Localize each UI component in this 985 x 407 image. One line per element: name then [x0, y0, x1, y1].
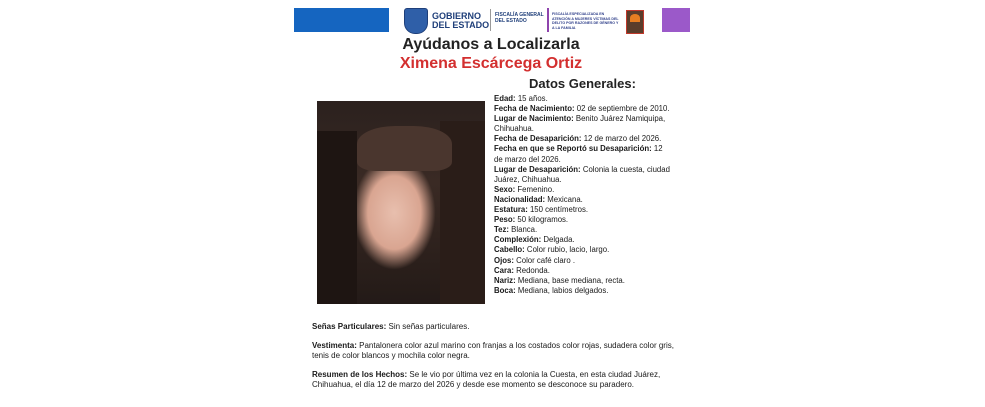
datos-generales-title: Datos Generales:: [529, 76, 636, 91]
poster-title: Ayúdanos a Localizarla: [402, 36, 580, 53]
dato-fecha-nacimiento: Fecha de Nacimiento: 02 de septiembre de 2010.: [494, 104, 670, 114]
dato-ojos: Ojos: Color café claro .: [494, 255, 576, 265]
datos-generales-list: [494, 94, 670, 296]
dato-fecha-reporte: Fecha en que se Reportó su Desaparición: 12 de marzo del 2026.: [494, 144, 663, 164]
gobierno-logo: [404, 8, 489, 34]
header-band-right: [662, 8, 690, 32]
dato-sexo: Sexo: Femenino.: [494, 184, 555, 194]
dato-cabello: Cabello: Color rubio, lacio, largo.: [494, 245, 610, 255]
dato-tez: Tez: Blanca.: [494, 225, 538, 235]
header-band-left: [294, 8, 389, 32]
dato-fecha-desaparicion: Fecha de Desaparición: 12 de marzo del 2026.: [494, 134, 662, 144]
senas-particulares: Señas Particulares: Sin señas particulares.: [312, 322, 470, 331]
dato-boca: Boca: Mediana, labios delgados.: [494, 285, 609, 295]
dato-cara: Cara: Redonda.: [494, 265, 550, 275]
gob-line1: GOBIERNO: [432, 11, 482, 21]
missing-person-poster: [292, 0, 690, 407]
dato-lugar-desaparicion: Lugar de Desaparición: Colonia la cuesta, ciudad Juárez, Chihuahua.: [494, 164, 670, 184]
fem-logo-icon: [626, 10, 644, 34]
dato-lugar-nacimiento: Lugar de Nacimiento: Benito Juárez Namiquipa, Chihuahua.: [494, 114, 666, 134]
dato-peso: Peso: 50 kilogramos.: [494, 215, 569, 225]
gob-line2: DEL ESTADO: [432, 20, 490, 30]
vestimenta: Vestimenta: Pantalonera color azul marino con franjas a los costados color rojas, sudadera color gris, tenis de color blancos y mochila color negra.: [312, 341, 674, 361]
dato-complexion: Complexión: Delgada.: [494, 235, 575, 245]
person-photo: [317, 101, 485, 304]
dato-nariz: Nariz: Mediana, base mediana, recta.: [494, 275, 625, 285]
fiscalia-label: FISCALÍA GENERAL DEL ESTADO: [495, 12, 544, 24]
dato-estatura: Estatura: 150 centímetros.: [494, 205, 589, 215]
dato-nacionalidad: Nacionalidad: Mexicana.: [494, 194, 583, 204]
dato-edad: Edad: 15 años.: [494, 94, 548, 103]
shield-icon: [404, 8, 428, 34]
person-name: Ximena Escárcega Ortiz: [399, 55, 583, 72]
resumen-hechos: Resumen de los Hechos: Se le vio por última vez en la colonia la Cuesta, en esta ciudad Juárez, Chihuahua, el día 12 de marzo del 2026 y desde ese momento se desconoce su paradero.: [312, 370, 661, 390]
fiscalia-especializada-label: FISCALÍA ESPECIALIZADA EN ATENCIÓN A MUJERES VÍCTIMAS DEL DELITO POR RAZONES DE GÉNERO Y A LA FAMILIA: [552, 12, 619, 30]
header-divider-purple: [547, 8, 549, 32]
header-divider: [490, 9, 491, 31]
